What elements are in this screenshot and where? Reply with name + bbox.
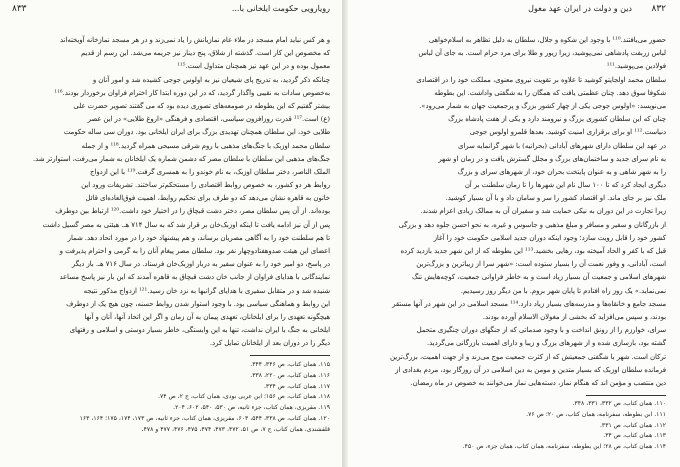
right-running-head: دین و دولت در ایران عهد مغول <box>528 4 632 13</box>
body-line: چنان که این سلطان کشوری بزرگ و نیرومند دارد و یکی از هفت پادشاه بزرگ <box>448 115 666 124</box>
body-line: فرمانده سلطان اوزبک که بسیار متدین و مومن به دین اسلامی در آن روزگار بود، مردم بغدادی از <box>395 365 666 374</box>
body-line: طلایی خود، این سلطان همچنان تهدیدی بزرگ برای ایران ایلخانی بود. دوران سی ساله حکومت <box>63 128 330 137</box>
body-line: شهرهای اسلامی و جمعیت آن بسیار زیاد است و به خاطر فراوانی جمعیت، کوچه‌هایش تنگ <box>412 273 666 282</box>
body-line: خاتون به قاهره نشان می‌دهد که دو طرف برای تحکیم روابط، اهمیت فوق‌العاده‌ای قائل <box>85 194 330 203</box>
body-line: معمول بوده و در این عهد نیز همچنان متداول است.¹¹⁵ <box>177 62 330 71</box>
body-line: را به شهر شاهی و به عنوان پایتخت بحران خود، از شهرهای سرای و بزرگ <box>457 167 666 176</box>
footnote-line: ۱۱۹. مقریزی، همان کتاب، جزء ثانیه، ص ۵۳۰، ۵۴۰، ۶۰۲، ۲۰۴. <box>173 404 330 412</box>
left-footnote-rule <box>250 355 330 356</box>
footnote-line: ۱۱۶. همان کتاب، ص ۲۲۰، ۳۳۸. <box>250 371 330 379</box>
body-line: اعضای این هیئت صدوهفتادوچهار نفر بود. سلطان مصر پیغام آنان را به گرمی و احترام پذیرفت و <box>59 247 330 255</box>
body-line: فولادین می‌پوشید.¹¹¹ <box>606 62 666 71</box>
body-line: الملک الناصر، دختر سلطان اوزبک، به نام خوندو را به همسری گرفت.¹¹⁹ با این ازدواج <box>90 167 330 176</box>
body-line: پس از آن نیز ادامه یافت تا اینکه اوزبک‌خان بر قرار شد که به سال ۷۱۴ هـ. هیئتی به مصر گسیل داشت <box>42 220 330 229</box>
footnote-line: قلقشندی، همان کتاب، ج ۷، ص ۵۱، ۴۷۲، ۴۷۳، ۴۷۴، ۴۷۵، ۴۷۶، ۴۷۷ و ۴۷۸. <box>141 425 330 433</box>
body-line: شنیده شد و در متقابل سفیری با هدایای گرانبها به نزد خان رسید.¹²¹ ازدواج مذکور نتیجه <box>83 286 330 295</box>
footnote-line: ۱۱۳. همان کتاب، ص ۳۴. <box>603 432 666 440</box>
body-line: در عهد این سلطان دارای شهرهای آبادانی (بحرانیه) با شهر گرانمایه سرای <box>458 141 666 150</box>
body-line: ملک نیز بر جای ماند. او اقتصاد کشور را سر و سامان داد و با آن بسیار کوشید. <box>445 194 666 203</box>
left-page-number: ۸۳۳ <box>12 4 27 14</box>
body-line: و هر کس نباید امام مسجد در ملاء عام نمازیانش را یاد نمی‌زند و در هر مسجد نمازخانه آویخته‌اند <box>59 36 330 44</box>
body-line: در پاسخ، دو امیر خود را به عنوان سفیر به دربار اوزبک‌خان فرستاد. در سال ۷۱۶ هـ. باز دیگر <box>71 260 330 269</box>
body-line: دیگر را در دوران بعد از ایلخانان تمایل کرد. <box>209 339 330 348</box>
body-line: تا هم سلطنت خود را به آگاهی مصریان برساند، و هم پیشنهاد خود را در مورد اتحاد دهد. شمار <box>67 233 330 242</box>
body-line: مسجد جامع و خانقاه‌ها و مدرسه‌های بسیار زیاد دارد.¹¹⁴ مسجد اسلامی در این شهر در آنها مستقر <box>392 299 666 308</box>
body-line: حضور می‌یافتند.¹¹⁰ با وجود این شکوه و جلال، سلطان به دلیل تظاهر به اسلام‌خواهی <box>428 36 666 44</box>
right-footnote-rule <box>586 395 666 396</box>
right-page-number: ۸۳۲ <box>651 4 666 14</box>
body-line: سلطان محمد اوزبک با جنگ‌های مذهبی با روم شرقی مسیحی همراه گردید.¹¹⁸ و از جمله <box>81 141 330 150</box>
footnote-line: ۱۱۸. همان کتاب، ص ۱۵۶؛ ابن عربی بودی، همان کتاب، ج ۲، ص ۷۴. <box>158 393 330 401</box>
footnote-line: ۱۱۴. همان کتاب، ص ۲۸؛ این بطوطه، سفرنامه، همان کتاب، همان جزء، ص ۴۵۰. <box>462 443 666 451</box>
footnote-line: ۱۱۵. همان کتاب، ص ۳۴۶، ۳۴۴. <box>250 361 330 368</box>
right-page <box>344 0 680 467</box>
body-line: به‌خصوص سادات به نقیبی واگذار گردید، که در این دوره ابتدا کار اخترام فراوان برخوردار بودند.¹¹⁶ <box>54 88 330 97</box>
body-line: که مخصوص این کار است. گذشته از شلاق، پنج دینار نیز جریمه می‌شد. این رسم از قدیم <box>81 49 330 58</box>
footnote-line: ۱۱۰. همان کتاب، ص ۳۳۲، ۳۳۱، ۳۴۸. <box>572 400 666 407</box>
body-line: لباس زربفت پادشاهی نمی‌پوشید، زیرا زیور و طلا برای مرد حرام است. به جای آن لباس <box>418 49 666 58</box>
body-line: دین منتصب و مؤمن اند که هنگام نماز، دسته‌هایی نماز می‌خوانند به خصوص در ماه رمضان. <box>410 378 666 387</box>
right-footnotes <box>358 399 666 453</box>
body-line: قبل که با کفر و الحاد آمیخته بود، رهایی بخشید.¹¹³ این بطوطه که از این شهر جدید بازدید کرده <box>400 247 666 255</box>
body-line: دنیاست.¹¹² او برای برقراری امنیت کوشید. بعدها قلمرو اولوس جوجی <box>469 128 666 137</box>
body-line: می‌نویسد: «اولوس جوجی یکی از چهار کشور بزرگ و پرجمعیت جهان به شمار می‌رود». <box>419 101 666 110</box>
left-running-head: رویارویی حکومت ایلخانی با... <box>231 4 330 13</box>
body-line: این روابط و هماهنگی سیاسی بود. با وجود استوار شدن روابط حسنه، چون هیچ یک از دوطرف <box>66 299 330 308</box>
body-line: نمی‌نماید.» یک روز راه افتادم تا پایان شهر بروم. با من دیگر روز رسیدیم. <box>460 286 666 295</box>
body-line: از بازرگانان و سفیر و مسافر و مبلغ مذهبی و جاسوس و غیره، به نحو احسن جلوه دهد و بزرگی <box>398 220 666 229</box>
body-line: نمایندگانی با هدایای فراوان از جانب خان دشت قبچاق به قاهره آمدند که این بار نیز پاسخ مساعد <box>59 273 330 282</box>
body-line: کشور خود را قابل رویت سازد؛ وجود اینکه دوران جدید اسلامی حکومت خود را آغاز <box>433 233 666 242</box>
body-line: است، آبادانی، و وفور نعمت آن را بسیار ستوده است: «شهر سرا از زیباترین و بزرگ‌ترین <box>416 260 666 269</box>
body-line: سرای، خوارزم را از رونق انداخت و با وجود صدماتی که از جنگهای دوران چنگیزی متحمل <box>416 326 666 335</box>
body-line: سلطان محمد اولجایتو کوشید تا علاوه بر تقویت نیروی معنوی، مملکت خود را در اقتصادی <box>416 75 666 84</box>
body-line: هیچگونه تعهدی را برای ایلخانان، تعهدی پیمان به آن زمان و اگر این اتحاد آنها، آنان و آنها <box>84 312 330 321</box>
body-line: دیگری ایجاد کرد که تا ۱۰۰ سال نام این شهرها را تا زمان سلطنت بر آن <box>464 181 666 190</box>
body-line: روابط هر دو کشور، به خصوص روابط اقتصادی را مستحکم‌تر ساختند. تشریفات ورود این <box>81 181 330 190</box>
body-line: زیرا تجارت در این دوران به نیکی حمایت شد و سفیران آن به ممالک زیادی اعزام شدند. <box>420 207 666 216</box>
footnote-line: ۱۲۰. همان کتاب، ص ۳۳۸، ۵۴۴، ۶۰۳، مقریزی، همان کتاب، جزء ثانیه، ص ۱۷۳، ۱۷۴، ۱۷۵؛ ۱۶۴، ۱۶۳ <box>79 414 330 422</box>
body-line: بیشتر گفتیم که این بطوطه در صومعه‌های تصوری دیده بود که می گفتند تصویر حضرت علی <box>73 101 330 110</box>
right-body-text <box>358 34 666 390</box>
footnote-line: ۱۱۷. همان کتاب، ص ۳۳۴. <box>263 382 330 390</box>
body-line: گشته بود، بازسازی شده و از شهرهای بزرگ و زیبا و دارای اهمیت بازرگانی می‌گردید. <box>426 339 666 348</box>
body-line: چنانکه ذکر گردید، به تدریج پای شیعیان نیز به اولوس جوجی کشیده شد و امور آنان و <box>92 75 330 84</box>
footnote-line: ۱۱۲. همان کتاب، ص ۳۳۱. <box>599 421 666 429</box>
footnote-line: ۱۱۱. ابن بطوطه، سفرنامه، همان کتاب، ص ۲۰؛ ص ۷۶. <box>526 410 666 418</box>
body-line: به نام سرای جدید و ساختمان‌های بزرگ و مجلل گسترش یافت و در زمان او شهر <box>438 154 666 163</box>
body-line: جنگ‌های مذهبی این سلطان با سلطان مصر که دشمن شماره یک ایلخانان به شمار می‌رفت، استوارتر شد. <box>32 154 330 163</box>
body-line: شکوفا سوق دهد. چنان عظمتی یافت که همگان را به شگفتی واداشت. این بطوطه <box>434 88 666 97</box>
body-line: ترکان است. شهر با شگفتی جمعیتش که از کثرت جمعیت موج می‌زند و از جهت اهمیت، بزرگ‌ترین <box>390 352 666 361</box>
left-body-text <box>14 34 330 351</box>
body-line: ایلخانی به جنگ با ایران نداشت، تنها به این وابستگی، خاطر بسیار دوستی و اسلامی و رفتهای <box>69 326 330 335</box>
body-line: بوده‌اند. از آن پس سلطان مصر، دختر دشت قبچاق را در اختیار خود داشت.¹²⁰ ارتباط بین دوطرف <box>55 207 330 216</box>
body-line: بودند، و سپس می‌افزاید که بخشی از مغولان الاسلام آورده بودند. <box>482 312 666 321</box>
body-line: (ع) است.¹¹⁷ قدرت روزافزون سیاسی، اقتصادی و فرهنگی «اروغ طلایی» در این عصر <box>87 115 330 124</box>
left-footnotes <box>14 360 330 436</box>
